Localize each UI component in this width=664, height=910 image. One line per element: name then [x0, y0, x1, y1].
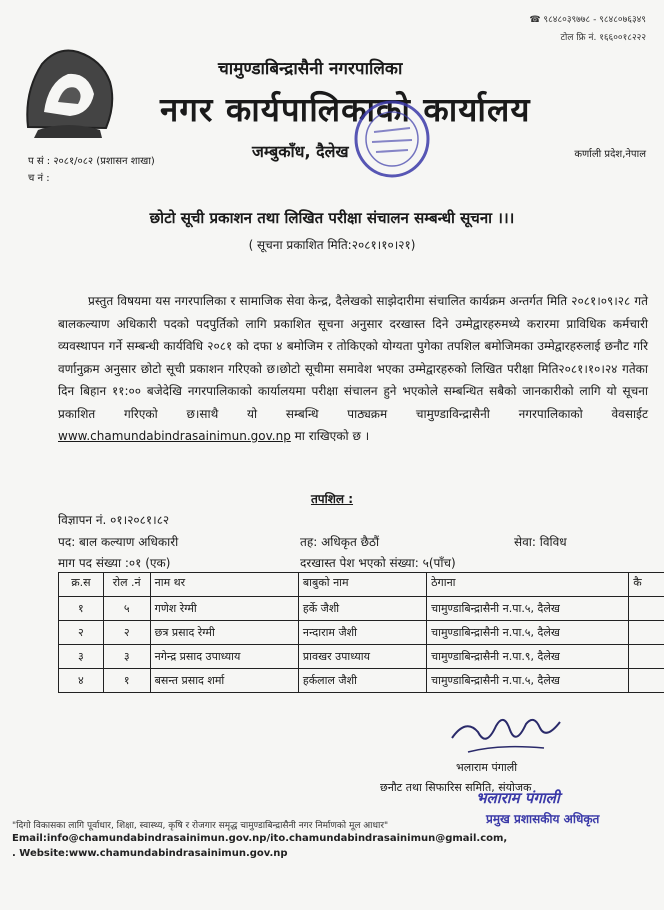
body-paragraph-end: मा राखिएको छ ।	[290, 429, 370, 443]
office-seal-icon	[352, 98, 432, 180]
cell-roll: ३	[103, 645, 150, 669]
header-serial: क्र.स	[59, 573, 104, 597]
province-name: कर्णाली प्रदेश,नेपाल	[574, 149, 646, 160]
footer-email[interactable]: Email:info@chamundabindrasainimun.gov.np/ito.chamundabindrasainimun@gmail.com,	[12, 833, 508, 844]
cell-name: नगेन्द्र प्रसाद उपाध्याय	[150, 645, 298, 669]
post-level: तह: अधिकृत छैठौं	[300, 535, 380, 549]
website-link[interactable]: www.chamundabindrasainimun.gov.np	[58, 429, 291, 443]
header-roll: रोल .नं	[103, 573, 150, 597]
cell-roll: १	[103, 669, 150, 693]
service-type: सेवा: विविध	[514, 535, 567, 549]
post-title: पद: बाल कल्याण अधिकारी	[58, 535, 179, 549]
cell-serial: ४	[59, 669, 104, 693]
table-row	[59, 597, 664, 621]
cell-serial: १	[59, 597, 104, 621]
publication-date: ( सूचना प्रकाशित मिति:२०८१।१०।२१)	[248, 238, 416, 252]
cell-address: चामुण्डाबिन्द्रासैनी न.पा.५, दैलेख	[427, 669, 629, 693]
candidate-table	[58, 572, 664, 693]
table-row	[59, 645, 664, 669]
nepal-emblem-icon	[18, 42, 118, 142]
cell-address: चामुण्डाबिन्द्रासैनी न.पा.९, दैलेख	[427, 645, 629, 669]
cell-father: नन्दाराम जैशी	[298, 621, 426, 645]
footer-slogan: "दिगो विकासका लागि पूर्वाधार, शिक्षा, स्वास्थ्य, कृषि र रोजगार समृद्ध चामुण्डाबिन्द्रासैनी नगर निर्माणको मूल आधार"	[12, 821, 389, 831]
cell-serial: ३	[59, 645, 104, 669]
body-paragraph: प्रस्तुत विषयमा यस नगरपालिका र सामाजिक सेवा केन्द्र, दैलेखको साझेदारीमा संचालित कार्यक्रम अन्तर्गत मिति २०८१।०९।२८ गते बालकल्याण अधिकारी पदको पदपुर्तिको लागि प्रकाशित सूचना अनुसार दरखास्त दिने उम्मेद्वारहरुमध्ये करारमा प्राविधिक कर्मचारी व्यवस्थापन गर्ने सम्बन्धी कार्यविधि २०८१ को दफा ४ बमोजिम र तोकिएको योग्यता पुगेका तपशिल बमोजिमका उम्मेद्वारहरुलाई छनौट गरि वर्णानुक्रम अनुसार छोटो सूची प्रकाशन गरिएको छ।छोटो सूचीमा समावेश भएका उम्मेद्वारहरुको लिखित परीक्षा मिति२०८१।१०।२४ गतेका दिन बिहान ११:०० बजेदेखि नगरपालिकाको कार्यालयमा परीक्षा संचालन हुने भएकोले सम्बन्धित सबैको जानकारीको लागि यो सूचना प्रकाशित गरिएको छ।साथै यो सम्बन्धि पाठ्यक्रम चामुण्डाविन्द्रासैनी नगरपालिकाको वेवसाईट	[58, 294, 648, 421]
cell-name: बसन्त प्रसाद शर्मा	[150, 669, 298, 693]
cell-address: चामुण्डाबिन्द्रासैनी न.पा.५, दैलेख	[427, 597, 629, 621]
signatory-name: भलाराम पंगाली	[456, 761, 518, 774]
cell-name: छत्र प्रसाद रेग्मी	[150, 621, 298, 645]
dispatch-number: च नं :	[28, 173, 50, 184]
cell-roll: ५	[103, 597, 150, 621]
table-header-row	[59, 573, 664, 597]
footer-website[interactable]: . Website:www.chamundabindrasainimun.gov.np	[12, 848, 288, 859]
table-row	[59, 669, 664, 693]
cell-remarks	[629, 597, 664, 621]
cell-roll: २	[103, 621, 150, 645]
signature-icon	[448, 708, 566, 760]
cell-remarks	[629, 621, 664, 645]
header-father: बाबुको नाम	[298, 573, 426, 597]
reference-number: प सं : २०८१/०८२ (प्रशासन शाखा)	[28, 156, 155, 167]
advertisement-number: विज्ञापन नं. ०१।२०८१।८२	[58, 513, 170, 527]
cell-address: चामुण्डाबिन्द्रासैनी न.पा.५, दैलेख	[427, 621, 629, 645]
office-name: नगर कार्यपालिकाको कार्यालय	[160, 90, 531, 129]
header-address: ठेगाना	[427, 573, 629, 597]
demand-count: माग पद संख्या :०१ (एक)	[58, 556, 171, 570]
header-name: नाम थर	[150, 573, 298, 597]
applications-received: दरखास्त पेश भएको संख्या: ५(पाँच)	[300, 556, 456, 570]
stamp-title: प्रमुख प्रशासकीय अधिकृत	[486, 812, 600, 826]
header-remarks: कै	[629, 573, 664, 597]
notice-body	[58, 290, 648, 448]
cell-serial: २	[59, 621, 104, 645]
office-address: जम्बुकाँध, दैलेख	[252, 142, 349, 161]
cell-father: हर्कलाल जैशी	[298, 669, 426, 693]
cell-remarks	[629, 645, 664, 669]
details-heading: तपशिल :	[310, 492, 354, 506]
stamp-name: भलाराम पंगाली	[476, 789, 560, 807]
cell-name: गणेश रेग्मी	[150, 597, 298, 621]
signatory-committee: छनौट तथा सिफारिस समिति, संयोजक	[380, 781, 532, 794]
municipality-name: चामुण्डाबिन्द्रासैनी नगरपालिका	[218, 59, 403, 79]
cell-father: हर्के जैशी	[298, 597, 426, 621]
notice-subject: छोटो सूची प्रकाशन तथा लिखित परीक्षा संचालन सम्बन्धी सूचना ।।।	[149, 209, 515, 227]
cell-remarks	[629, 669, 664, 693]
toll-free-number: टोल फ्रि नं. १६६००१८२२२	[560, 33, 646, 43]
cell-father: प्रावखर उपाध्याय	[298, 645, 426, 669]
phone-number: ☎ ९८४८०३९७७८ - ९८४८०७६३४९	[529, 15, 646, 25]
table-row	[59, 621, 664, 645]
